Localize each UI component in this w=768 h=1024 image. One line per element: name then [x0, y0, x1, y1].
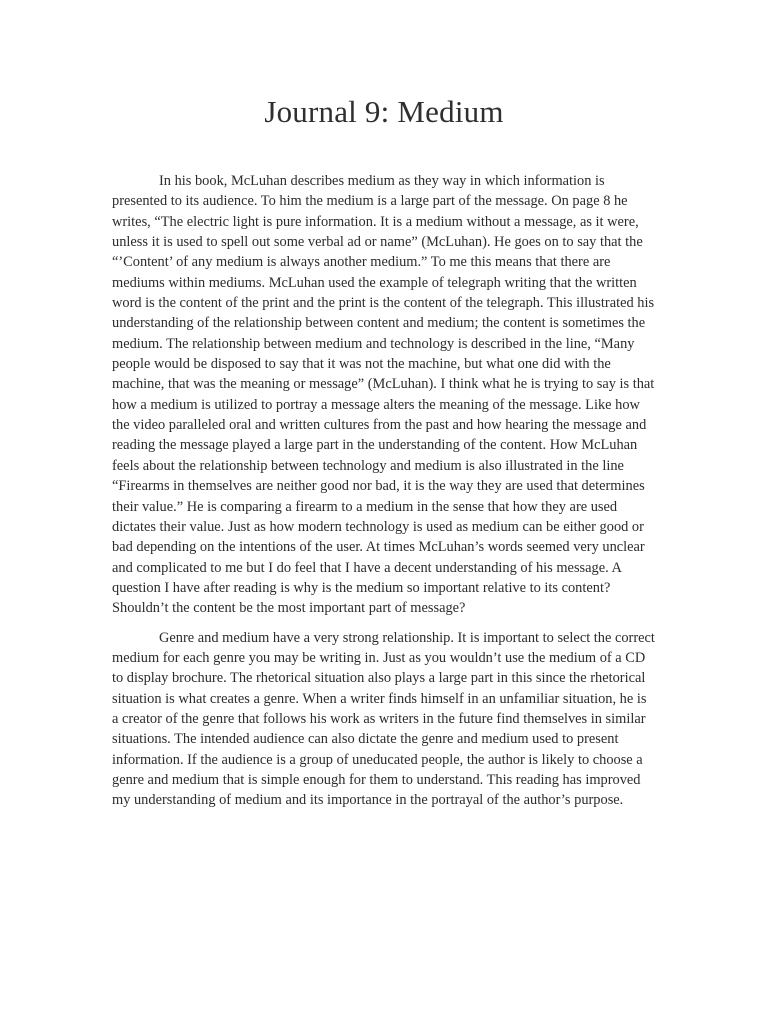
- document-body: [112, 171, 656, 811]
- paragraph-2: Genre and medium have a very strong relationship. It is important to select the correct medium for each genre you may be writing in. Just as you wouldn’t use the medium of a CD to display brochure. The rhetorical situation also plays a large part in this since the rhetorical situation is what creates a genre. When a writer finds himself in an unfamiliar situation, he is a creator of the genre that follows his work as writers in the future find themselves in similar situations. The intended audience can also dictate the genre and medium used to present information. If the audience is a group of uneducated people, the author is likely to choose a genre and medium that is simple enough for them to understand. This reading has improved my understanding of medium and its importance in the portrayal of the author’s purpose.: [112, 629, 655, 809]
- page-title: Journal 9: Medium: [264, 94, 504, 129]
- paragraph-1: In his book, McLuhan describes medium as they way in which information is presented to its audience. To him the medium is a large part of the message. On page 8 he writes, “The electric light is pure information. It is a medium without a message, as it were, unless it is used to spell out some verbal ad or name” (McLuhan). He goes on to say that the “’Content’ of any medium is always another medium.” To me this means that there are mediums within mediums. McLuhan used the example of telegraph writing that the written word is the content of the print and the print is the content of the telegraph. This illustrated his understanding of the relationship between content and medium; the content is sometimes the medium. The relationship between medium and technology is described in the line, “Many people would be disposed to say that it was not the machine, but what one did with the machine, that was the meaning or message” (McLuhan). I think what he is trying to say is that how a medium is utilized to portray a message alters the meaning of the message. Like how the video paralleled oral and written cultures from the past and how hearing the message and reading the message played a large part in the understanding of the content. How McLuhan feels about the relationship between technology and medium is also illustrated in the line “Firearms in themselves are neither good nor bad, it is the way they are used that determines their value.” He is comparing a firearm to a medium in the sense that how they are used dictates their value. Just as how modern technology is used as medium can be either good or bad depending on the intentions of the user. At times McLuhan’s words seemed very unclear and complicated to me but I do feel that I have a decent understanding of his message. A question I have after reading is why is the medium so important relative to its content? Shouldn’t the content be the most important part of message?: [112, 173, 655, 617]
